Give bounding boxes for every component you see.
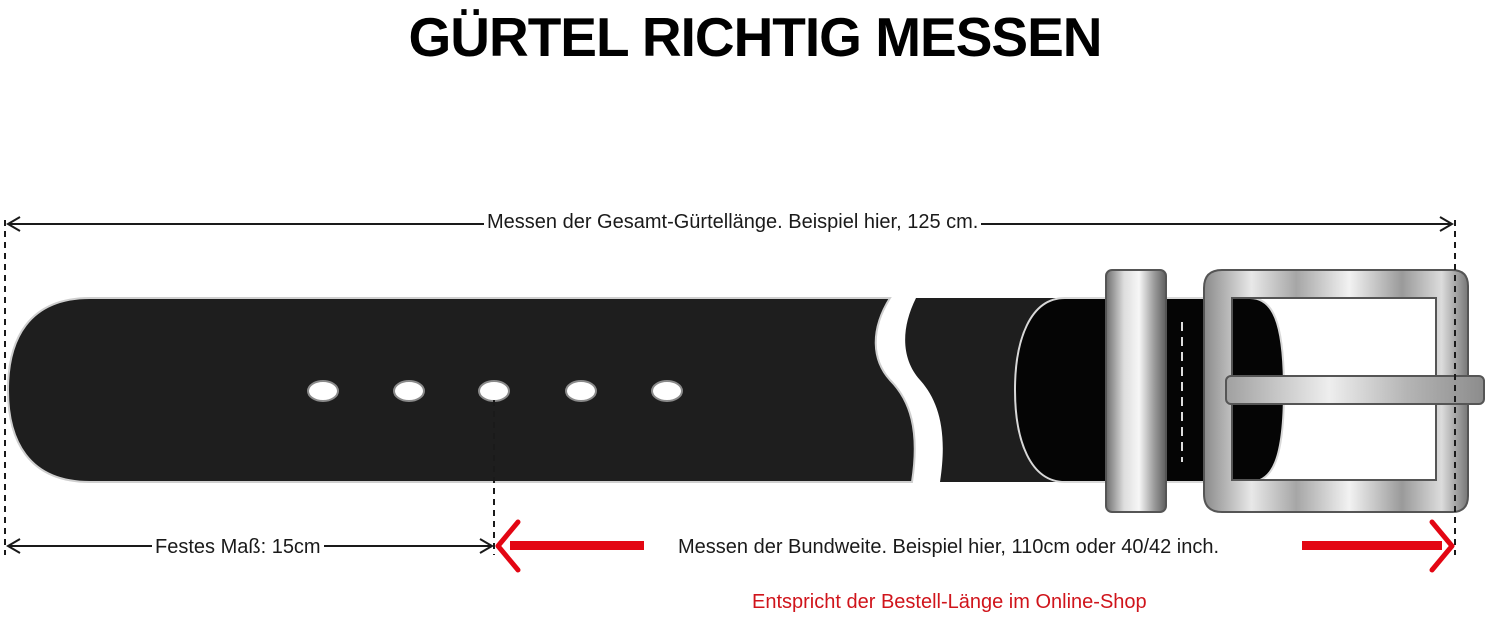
belt-hole-3 bbox=[479, 381, 509, 401]
belt-hole-1 bbox=[308, 381, 338, 401]
fixed-measure-label: Festes Maß: 15cm bbox=[152, 535, 324, 559]
order-length-note: Entspricht der Bestell-Länge im Online-Shop bbox=[752, 591, 1147, 613]
waist-arrow-right-bar bbox=[1302, 541, 1442, 550]
belt-tip bbox=[8, 298, 915, 482]
page-title: GÜRTEL RICHTIG MESSEN bbox=[408, 6, 1102, 68]
belt-hole-4 bbox=[566, 381, 596, 401]
waist-arrow-left-bar bbox=[510, 541, 644, 550]
belt-hole-5 bbox=[652, 381, 682, 401]
buckle-prong bbox=[1226, 376, 1484, 404]
total-length-label: Messen der Gesamt-Gürtellänge. Beispiel hier, 125 cm. bbox=[484, 210, 981, 234]
waist-measure-label: Messen der Bundweite. Beispiel hier, 110cm oder 40/42 inch. bbox=[678, 536, 1220, 558]
belt-hole-2 bbox=[394, 381, 424, 401]
belt-loop bbox=[1106, 270, 1166, 512]
